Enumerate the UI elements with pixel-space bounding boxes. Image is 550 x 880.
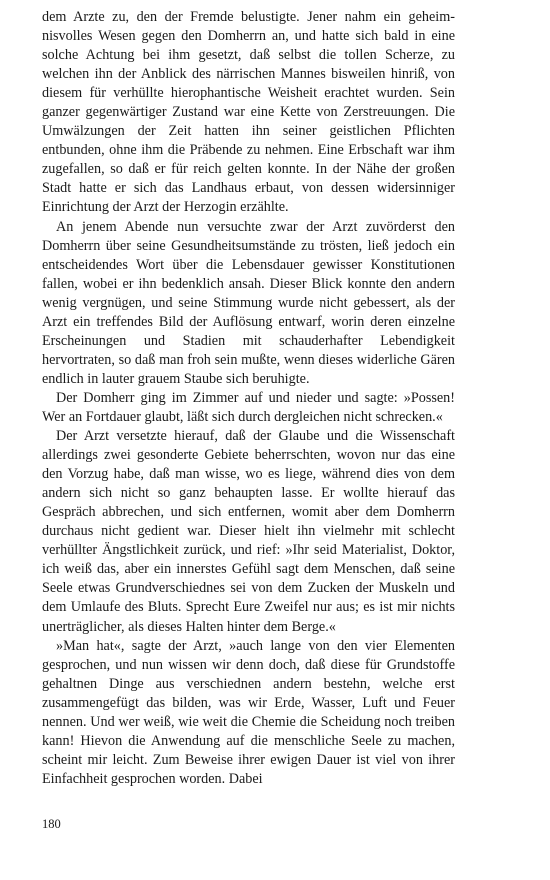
paragraph-5: »Man hat«, sagte der Arzt, »auch lange von den vier Elementen gesprochen, und nun wissen wir denn doch, daß diese für Grundstoffe gehaltnen Dinge aus verschiednen andern bestehn, welche erst zusammengefügt das bilden, was wir Erde, Wasser, Luft und Feuer nennen. Und wer weiß, wie weit die Chemie die Scheidung noch treiben kann! Hievon die Anwendung auf die menschliche Seele zu machen, scheint mir leicht. Zum Beweise ihrer ewigen Dauer ist viel von ihrer Einfachheit gesprochen worden. Dabei [42, 637, 455, 787]
page-number: 180 [42, 817, 61, 831]
paragraph-1: dem Arzte zu, den der Fremde belustigte. Jener nahm ein geheimnisvolles Wesen gegen den Domherrn an, und hatte sich bald in eine solche Achtung bei ihm gesetzt, daß selbst die tollen Scherze, zu welchen ihn der Anblick des närrischen Mannes bisweilen hinriß, von diesem für verhüllte hierophantische Weisheit erachtet wurden. Sein ganzer gegenwärtiger Zustand war eine Kette von Zerstreuungen. Die Umwälzungen der Zeit hatten ihn seiner geistlichen Pflichten entbunden, ohne ihm die Präbende zu nehmen. Eine Erbschaft war ihm zugefallen, so daß er für reich gelten konnte. In der Nähe der großen Stadt hatte er sich das Landhaus erbaut, von dessen widersinniger Einrichtung der Arzt der Herzogin erzählte. [42, 9, 455, 216]
paragraph-3: Der Domherr ging im Zimmer auf und nieder und sagte: »Possen! Wer an Fortdauer glaubt, läßt sich durch dergleichen nicht schrecken.« [42, 389, 455, 425]
book-page-text [42, 8, 455, 789]
paragraph-2: An jenem Abende nun versuchte zwar der Arzt zuvörderst den Domherrn über seine Gesundheitsumstände zu trösten, ließ jedoch ein entscheidendes Wort über die Lebensdauer gewisser Konstitutionen fallen, wobei er ihn bedenklich ansah. Dieser Blick konnte den andern wenig vergnügen, und seine Stimmung wurde nicht gebessert, als der Arzt ein treffendes Bild der Auflösung entwarf, worin deren einzelne Erscheinungen und Stadien mit schauderhafter Lebendigkeit hervortraten, so daß man froh sein mußte, wenn dieses widerliche Gären endlich in lauter grauem Staube sich beruhigte. [42, 218, 455, 387]
paragraph-4: Der Arzt versetzte hierauf, daß der Glaube und die Wissenschaft allerdings zwei gesonderte Gebiete beherrschten, wovon nur das eine den Vorzug habe, daß man wisse, wo es liege, während dies von dem andern sich nicht so ganz behaupten lasse. Er wollte hierauf das Gespräch abbrechen, und sich entfernen, womit aber dem Domherrn durchaus nicht gedient war. Dieser hielt ihn vielmehr mit schlecht verhüllter Ängstlichkeit zurück, und rief: »Ihr seid Materialist, Doktor, ich weiß das, aber ein innerstes Gefühl sagt dem Menschen, daß seine Seele etwas Grundverschiednes sei von dem Zucken der Muskeln und dem Umlaufe des Bluts. Sprecht Eure Zweifel nur aus; es ist mir nichts unerträglicher, als dieses Halten hinter dem Berge.« [42, 428, 455, 635]
